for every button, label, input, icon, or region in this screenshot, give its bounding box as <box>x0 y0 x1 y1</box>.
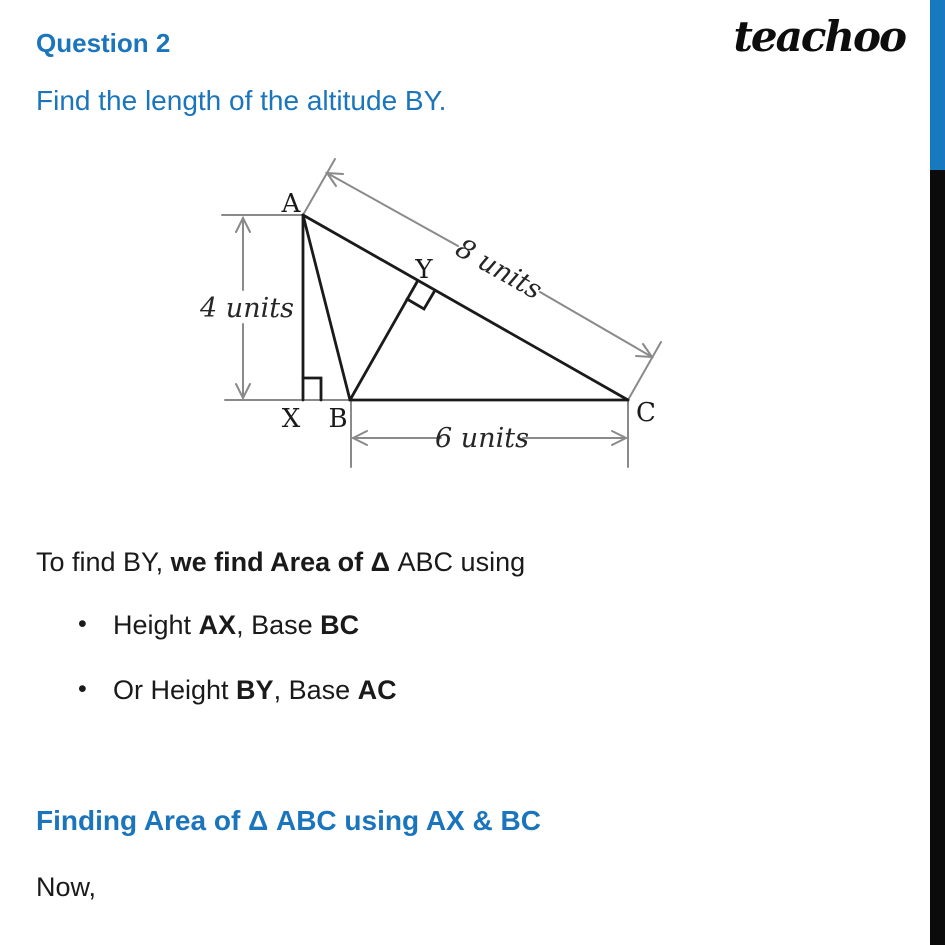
bullet2-seg1: Or Height <box>113 675 237 705</box>
triangle-diagram <box>200 140 700 480</box>
bullet2-seg3: , Base <box>273 675 358 705</box>
right-angle-mark-x <box>303 378 321 400</box>
bullet1-seg2: AX <box>198 610 237 640</box>
dim-label-4-units: 4 units <box>200 293 294 324</box>
bullet-item-height-by <box>78 675 397 706</box>
bullet1-seg3: , Base <box>236 610 321 640</box>
intro-text-2: we find Area of Δ <box>170 547 391 577</box>
bullet-text <box>113 675 397 706</box>
section-heading: Finding Area of Δ ABC using AX & BC <box>36 805 541 836</box>
dim-label-8-units: 8 units <box>450 232 548 307</box>
teachoo-logo: teachoo <box>733 12 905 61</box>
bullet2-seg4: AC <box>357 675 397 705</box>
bullet1-seg1: Height <box>113 610 199 640</box>
vertex-label-x: X <box>281 404 301 434</box>
bullet2-seg2: BY <box>236 675 274 705</box>
right-accent-bar-blue <box>930 0 945 170</box>
bullet-item-height-ax <box>78 610 359 641</box>
bullet1-seg4: BC <box>320 610 360 640</box>
vertex-label-a: A <box>281 189 301 219</box>
vertex-label-b: B <box>328 404 348 434</box>
intro-text-3: ABC using <box>390 547 526 577</box>
bullet-marker: • <box>78 610 87 638</box>
vertex-label-c: C <box>636 398 656 428</box>
right-accent-bar-black <box>930 170 945 945</box>
bullet-text <box>113 610 359 641</box>
question-prompt: Find the length of the altitude BY. <box>36 85 447 116</box>
question-label: Question 2 <box>36 28 171 58</box>
dim-label-6-units: 6 units <box>435 423 529 454</box>
vertex-label-y: Y <box>415 255 433 285</box>
bullet-marker: • <box>78 675 87 703</box>
now-text: Now, <box>36 872 97 902</box>
intro-paragraph <box>36 547 525 578</box>
intro-text-1: To find BY, <box>36 547 171 577</box>
